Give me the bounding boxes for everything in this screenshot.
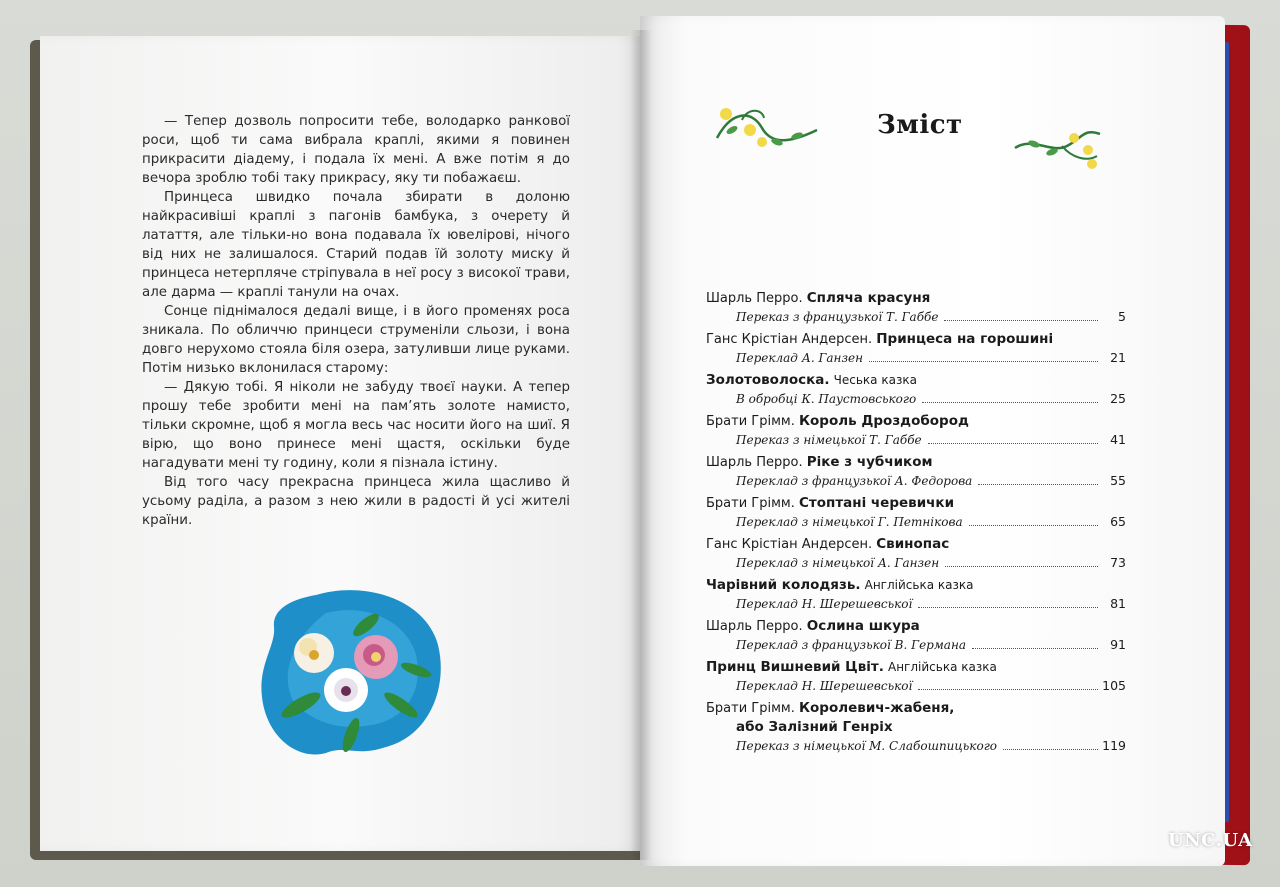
toc-page-number: 5	[1118, 309, 1126, 324]
leader-dots	[972, 648, 1098, 649]
toc-title: Принц Вишневий Цвіт.	[706, 659, 884, 675]
toc-page-number: 81	[1110, 596, 1126, 611]
leader-dots	[918, 689, 1098, 690]
toc-translator: Переказ з німецької Т. Габбе	[736, 433, 922, 447]
leader-dots	[978, 484, 1098, 485]
table-of-contents	[706, 289, 1126, 755]
site-watermark: UNC.UA	[1168, 830, 1253, 851]
toc-entry[interactable]	[706, 330, 1126, 367]
toc-translator: Переказ з французької Т. Габбе	[736, 310, 939, 324]
story-paragraph: Сонце піднімалося дедалі вище, і в його променях роса зникала. По обличчю принцеси струменіли сльози, і вона довго нерухомо стояла біля озера, затуливши лице руками. Потім низько вклонилася старому:	[142, 304, 570, 376]
leader-dots	[1003, 749, 1098, 750]
toc-author: Шарль Перро.	[706, 619, 803, 634]
leader-dots	[869, 361, 1098, 362]
toc-author: Брати Грімм.	[706, 496, 795, 511]
toc-page-number: 55	[1110, 473, 1126, 488]
toc-author: Шарль Перро.	[706, 455, 803, 470]
toc-entry[interactable]	[706, 535, 1126, 572]
vine-ornament-left	[712, 100, 822, 152]
toc-author: Шарль Перро.	[706, 291, 803, 306]
leader-dots	[928, 443, 1098, 444]
story-paragraph: Від того часу прекрасна принцеса жила щасливо й усьому раділа, а разом з нею жили в радості й усі жителі країни.	[142, 475, 570, 528]
story-paragraph: Принцеса швидко почала збирати в долоню найкрасивіші краплі з пагонів бамбука, з очерету й латаття, але тільки-но вона подавала їх ювелірові, нічого від них не залишалося. Старий подав їй золоту миску й принцеса нетерпляче стріпувала в неї росу з високої трави, але дарма — краплі танули на очах.	[142, 190, 570, 300]
toc-translator: Переказ з німецької М. Слабошпицького	[736, 739, 997, 753]
book-gutter	[630, 30, 652, 860]
leader-dots	[945, 566, 1098, 567]
story-paragraph: — Дякую тобі. Я ніколи не забуду твоєї науки. А тепер прошу тебе зробити мені на пам’ять золоте намисто, тільки скромне, щоб я могла весь час носити його на шиї. Я вірю, що воно принесе мені щастя, оскільки буде нагадувати мені ту годину, коли я пізнала істину.	[142, 380, 570, 471]
vine-ornament-right	[1012, 124, 1104, 172]
toc-page-number: 105	[1102, 678, 1126, 693]
toc-entry[interactable]	[706, 371, 1126, 408]
toc-title: Ріке з чубчиком	[806, 454, 933, 470]
toc-page-number: 91	[1110, 637, 1126, 652]
flower-illustration	[256, 585, 446, 760]
toc-title: Ослина шкура	[806, 618, 920, 634]
toc-note: Англійська казка	[864, 578, 974, 592]
toc-title: Стоптані черевички	[798, 495, 955, 511]
toc-translator: Переклад Н. Шерешевської	[736, 597, 913, 611]
toc-entry[interactable]	[706, 658, 1126, 695]
toc-title: Золотоволоска.	[706, 372, 830, 388]
toc-page-number: 21	[1110, 350, 1126, 365]
toc-page-number: 65	[1110, 514, 1126, 529]
toc-translator: Переклад з французької В. Германа	[736, 638, 967, 652]
toc-entry[interactable]	[706, 576, 1126, 613]
toc-title: Король Дроздобород	[798, 413, 969, 429]
toc-translator: Переклад з французької А. Федорова	[736, 474, 973, 488]
toc-title: Королевич-жабеня,	[798, 700, 955, 716]
toc-title: Чарівний колодязь.	[706, 577, 861, 593]
leader-dots	[944, 320, 1098, 321]
toc-note: Англійська казка	[887, 660, 997, 674]
toc-entry[interactable]	[706, 289, 1126, 326]
toc-title: Спляча красуня	[806, 290, 931, 306]
toc-entry[interactable]	[706, 617, 1126, 654]
leader-dots	[969, 525, 1098, 526]
toc-author: Брати Грімм.	[706, 414, 795, 429]
toc-heading: Зміст	[877, 110, 963, 140]
story-text	[142, 112, 570, 530]
toc-page-number: 25	[1110, 391, 1126, 406]
toc-translator: Переклад Н. Шерешевської	[736, 679, 913, 693]
toc-entry[interactable]	[706, 412, 1126, 449]
toc-translator: В обробці К. Паустовського	[736, 392, 917, 406]
toc-author: Ганс Крістіан Андерсен.	[706, 332, 873, 347]
toc-author: Ганс Крістіан Андерсен.	[706, 537, 873, 552]
toc-entry[interactable]	[706, 453, 1126, 490]
leader-dots	[922, 402, 1098, 403]
toc-entry[interactable]	[706, 494, 1126, 531]
toc-page-number: 73	[1110, 555, 1126, 570]
toc-translator: Переклад А. Ганзен	[736, 351, 864, 365]
toc-translator: Переклад з німецької А. Ганзен	[736, 556, 940, 570]
story-paragraph: — Тепер дозволь попросити тебе, володарко ранкової роси, щоб ти сама вибрала краплі, якими я повинен прикрасити діадему, і подала їх мені. А вже потім я до вечора зроблю тобі таку прикрасу, яку ти побажаєш.	[142, 114, 570, 186]
toc-translator: Переклад з німецької Г. Петнікова	[736, 515, 963, 529]
leader-dots	[918, 607, 1098, 608]
toc-note: Чеська казка	[833, 373, 917, 387]
toc-entry[interactable]	[706, 699, 1126, 755]
toc-title: Свинопас	[876, 536, 950, 552]
toc-page-number: 41	[1110, 432, 1126, 447]
toc-author: Брати Грімм.	[706, 701, 795, 716]
toc-title: Принцеса на горошині	[876, 331, 1054, 347]
toc-title-continued: або Залізний Генріх	[736, 719, 893, 735]
toc-page-number: 119	[1102, 738, 1126, 753]
